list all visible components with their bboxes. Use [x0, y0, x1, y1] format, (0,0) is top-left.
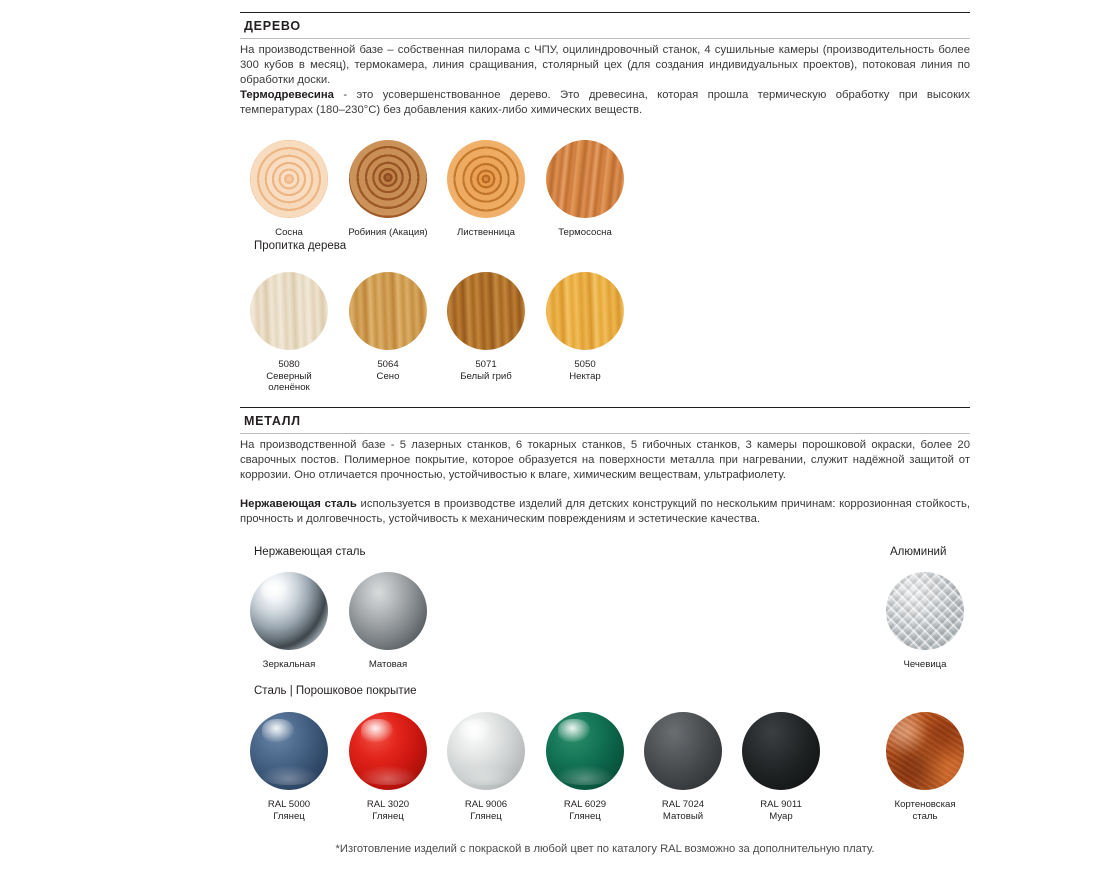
stainless-label: Зеркальная: [262, 659, 316, 670]
wood-cross-section-icon: [349, 140, 427, 218]
wood-swatch-termososna[interactable]: [537, 140, 633, 239]
metal-paragraph-2-rest: используется в производстве изделий для детских конструкций по нескольким причинам: коррозионная стойкость, прочность и долговечность, устойчивость к механическим повреждениям и эстетические качества.: [240, 498, 970, 526]
wood-swatch-label: Лиственница: [457, 227, 515, 238]
mirror-sphere-icon: [250, 572, 328, 650]
metal-paragraph-1: На производственной базе - 5 лазерных станков, 6 токарных станков, 5 гибочных станков, 3 камеры порошковой окраски, более 20 сварочных постов. Полимерное покрытие, которое образуется на поверхности металла при нагревании, служит надёжной защитой от коррозии. Оно отличается прочностью, устойчивостью к влаге, химическим веществам, ультрафиолету.: [240, 439, 970, 482]
section-title-metal: МЕТАЛЛ: [244, 414, 301, 428]
wood-swatch-label: Сосна: [275, 227, 303, 238]
powder-finish: Глянец: [569, 810, 601, 822]
powder-code: RAL 9006: [464, 799, 508, 810]
impregnation-swatch-5050[interactable]: [537, 272, 633, 382]
powder-finish: Муар: [769, 810, 793, 822]
wood-swatch-label: Робиния (Акация): [348, 227, 428, 238]
group-label-powder-coating: Сталь | Порошковое покрытие: [254, 685, 417, 697]
wood-paragraph-2-rest: - это усовершенствованное дерево. Это древесина, которая прошла термическую обработку при высоких температурах (180–230°С) без добавления каких-либо химических веществ.: [240, 89, 970, 117]
powder-swatch-ral-5000[interactable]: [241, 712, 337, 822]
section-title-wood: ДЕРЕВО: [244, 19, 301, 33]
stainless-label: Матовая: [368, 659, 408, 670]
wood-swatch-sosna[interactable]: [241, 140, 337, 239]
paint-sphere-icon: [250, 712, 328, 790]
paint-sphere-icon: [349, 712, 427, 790]
wood-cross-section-icon: [447, 140, 525, 218]
stainless-swatch-matte[interactable]: [340, 572, 436, 671]
group-label-impregnation: Пропитка дерева: [254, 240, 347, 252]
impregnation-swatch-5064[interactable]: [340, 272, 436, 382]
paint-sphere-icon: [546, 712, 624, 790]
powder-swatch-ral-3020[interactable]: [340, 712, 436, 822]
matte-sphere-icon: [349, 572, 427, 650]
impregnation-code: 5080: [278, 359, 300, 370]
metal-paragraph-2-lead: Нержавеющая сталь: [240, 498, 357, 510]
powder-swatch-ral-9006[interactable]: [438, 712, 534, 822]
corten-steel-icon: [886, 712, 964, 790]
group-label-stainless: Нержавеющая сталь: [254, 546, 366, 558]
divider-bottom: [240, 433, 970, 434]
wood-swatch-listvennitsa[interactable]: [438, 140, 534, 239]
aluminium-label: Чечевица: [903, 659, 947, 670]
paint-sphere-icon: [447, 712, 525, 790]
metal-paragraph-2: [240, 497, 970, 527]
impregnation-name: Сено: [376, 370, 400, 382]
powder-finish: Глянец: [470, 810, 502, 822]
wood-swatch-robinia[interactable]: [340, 140, 436, 239]
wood-plank-icon: [546, 140, 624, 218]
powder-code: RAL 3020: [366, 799, 410, 810]
paint-sphere-icon: [742, 712, 820, 790]
impregnation-code: 5064: [377, 359, 399, 370]
impregnation-name-2: оленёнок: [268, 382, 310, 394]
wood-tone-icon: [349, 272, 427, 350]
wood-paragraph-2-lead: Термодревесина: [240, 89, 334, 101]
impregnation-swatch-5080[interactable]: [241, 272, 337, 394]
wood-tone-icon: [250, 272, 328, 350]
impregnation-name: Северный: [266, 370, 312, 382]
powder-swatch-korten[interactable]: [877, 712, 973, 822]
section-header-metal: [240, 407, 970, 434]
powder-swatch-ral-6029[interactable]: [537, 712, 633, 822]
divider-bottom: [240, 38, 970, 39]
powder-code: RAL 6029: [563, 799, 607, 810]
aluminium-swatch-chechevitsa[interactable]: [877, 572, 973, 671]
powder-finish: Глянец: [372, 810, 404, 822]
stainless-swatch-mirror[interactable]: [241, 572, 337, 671]
footnote: *Изготовление изделий с покраской в любой цвет по каталогу RAL возможно за дополнительную плату.: [335, 843, 875, 855]
paint-sphere-icon: [644, 712, 722, 790]
powder-swatch-ral-7024[interactable]: [635, 712, 731, 822]
powder-code: RAL 7024: [661, 799, 705, 810]
impregnation-name: Нектар: [569, 370, 601, 382]
powder-code: RAL 5000: [267, 799, 311, 810]
wood-swatch-label: Термососна: [558, 227, 612, 238]
section-header-wood: [240, 12, 970, 39]
wood-paragraph-2: [240, 88, 970, 118]
group-label-aluminium: Алюминий: [890, 546, 947, 558]
impregnation-code: 5071: [475, 359, 497, 370]
powder-swatch-ral-9011[interactable]: [733, 712, 829, 822]
diamond-plate-icon: [886, 572, 964, 650]
impregnation-name: Белый гриб: [460, 370, 512, 382]
wood-paragraph-1: На производственной базе – собственная пилорама с ЧПУ, оцилиндровочный станок, 4 сушильные камеры (производительность более 300 кубов в месяц), термокамера, линия сращивания, столярный цех (для создания индивидуальных проектов), потоковая линия по обработки доски.: [240, 44, 970, 87]
powder-finish: Глянец: [273, 810, 305, 822]
powder-finish: Матовый: [662, 810, 704, 822]
korten-name-2: сталь: [912, 810, 938, 822]
impregnation-code: 5050: [574, 359, 596, 370]
wood-tone-icon: [447, 272, 525, 350]
wood-tone-icon: [546, 272, 624, 350]
korten-name: Кортеновская: [894, 799, 956, 810]
impregnation-swatch-5071[interactable]: [438, 272, 534, 382]
powder-code: RAL 9011: [760, 799, 802, 810]
wood-cross-section-icon: [250, 140, 328, 218]
